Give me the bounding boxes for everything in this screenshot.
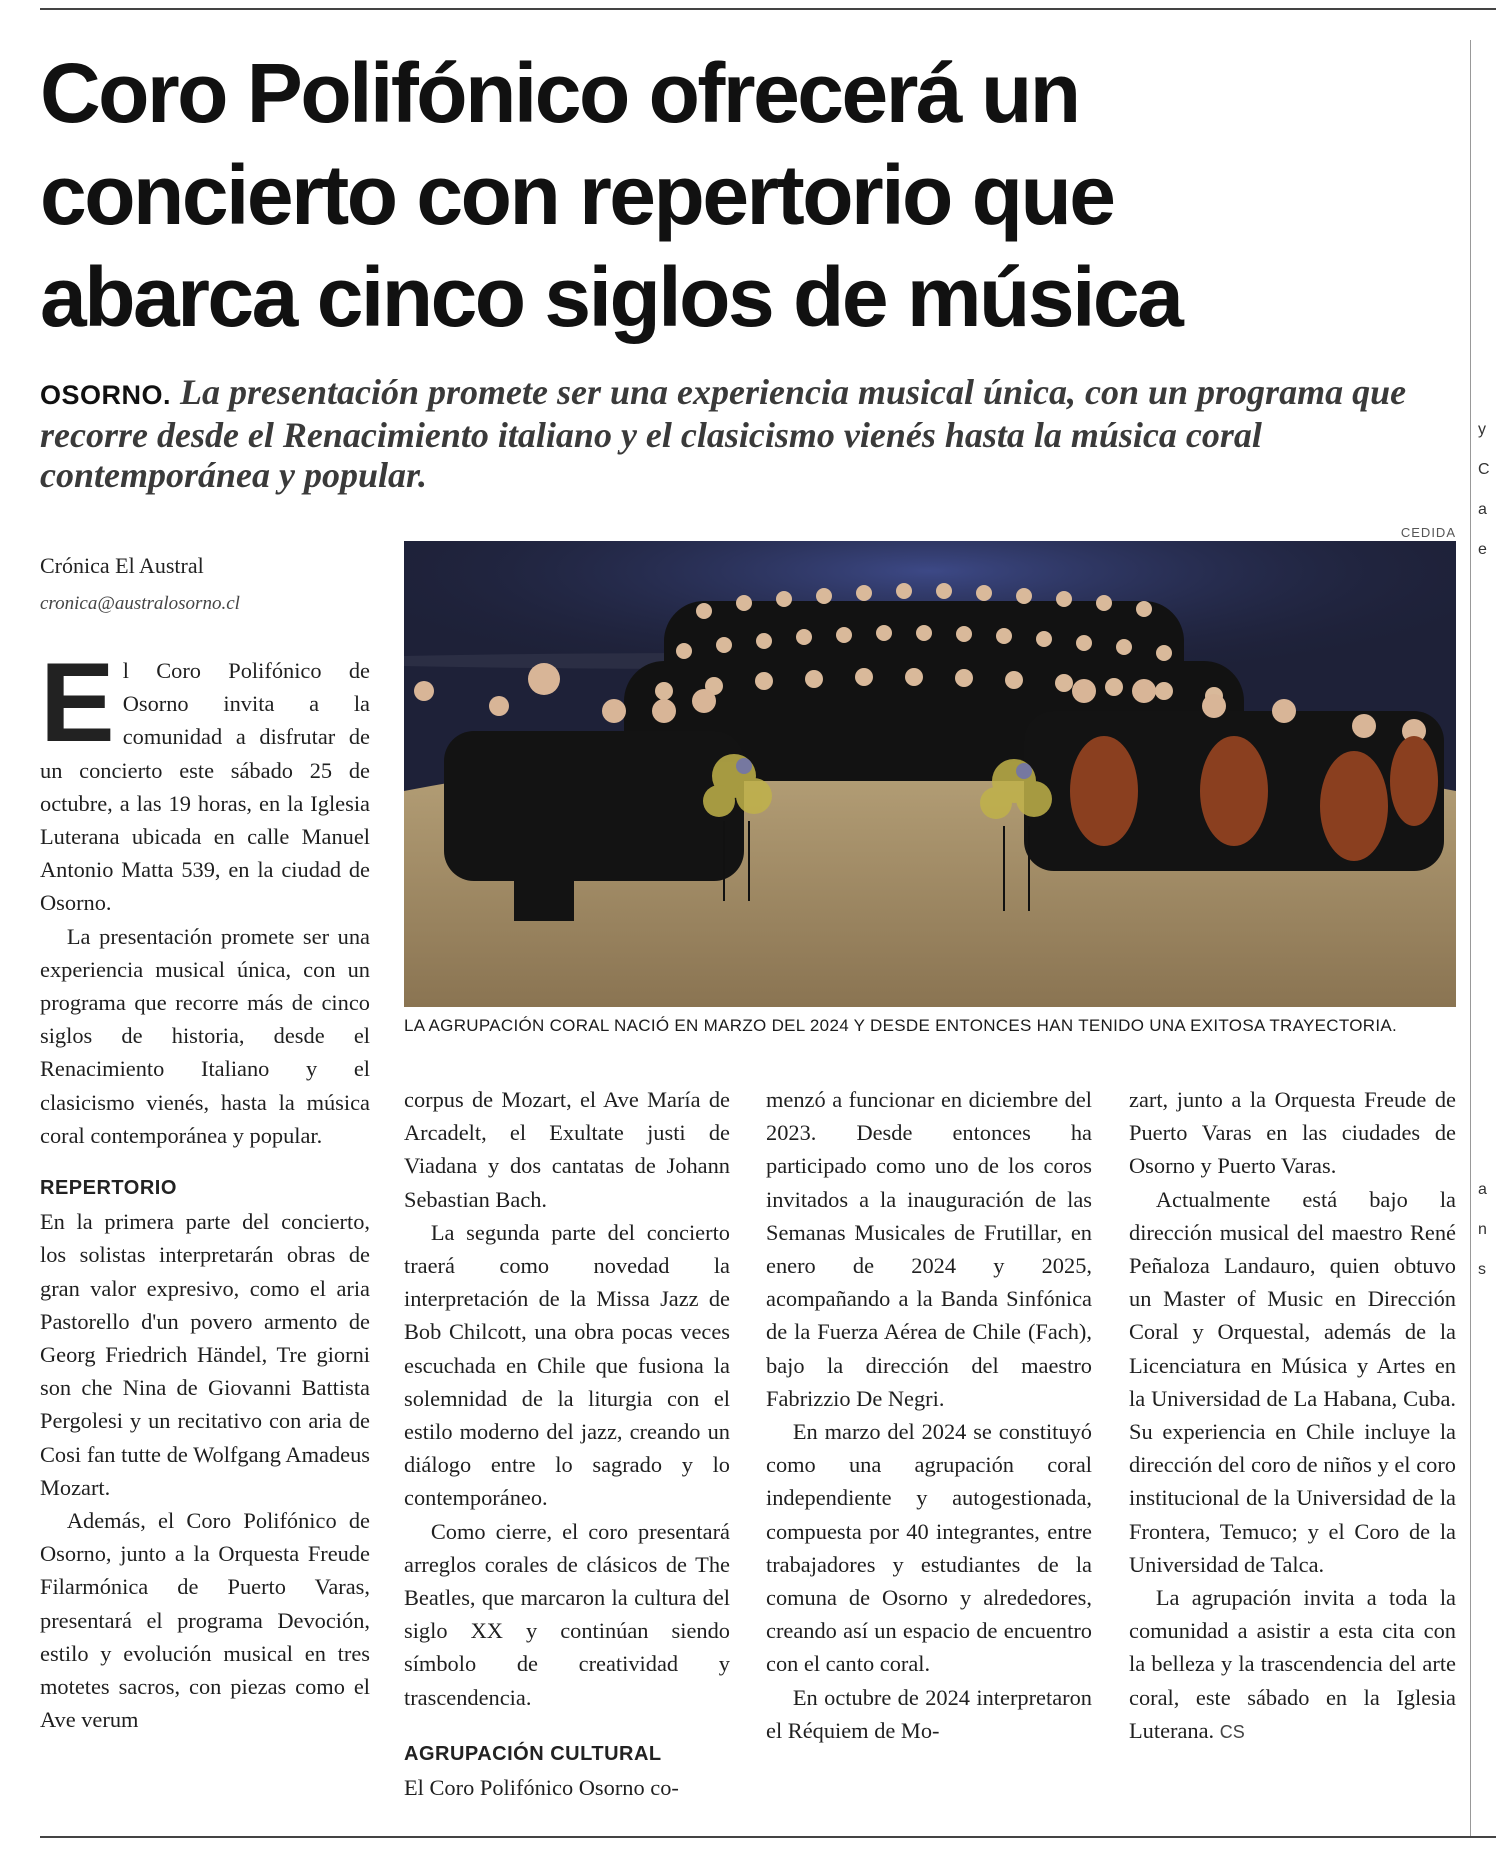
article-column-2 bbox=[404, 1083, 730, 1804]
paragraph-3: En la primera parte del concierto, los solistas interpretarán obras de gran valor expresivo, como el aria Pastorello d'un povero armento de Georg Friedrich Händel, Tre giorni son che Nina de Giovanni Battista Pergolesi y un recitativo con aria de Cosi fan tutte de Wolfgang Amadeus Mozart. bbox=[40, 1209, 370, 1500]
end-mark-icon: CS bbox=[1219, 1721, 1245, 1742]
edge-letter: y bbox=[1478, 421, 1486, 438]
article-column-4 bbox=[1129, 1083, 1456, 1749]
edge-letter: e bbox=[1478, 541, 1487, 558]
dateline-place: OSORNO. bbox=[40, 380, 172, 410]
article-column-1 bbox=[40, 640, 370, 1737]
paragraph-5: La segunda parte del concierto traerá como novedad la interpretación de la Missa Jazz de Bob Chilcott, una obra pocas veces escuchada en Chile que fusiona la solemnidad de la liturgia con el estilo moderno del jazz, creando un diálogo entre lo sagrado y lo contemporáneo. bbox=[404, 1219, 730, 1511]
paragraph-6: Como cierre, el coro presentará arreglos corales de clásicos de The Beatles, que marcaron la cultura del siglo XX y continúan siendo símbolo de creatividad y trascendencia. bbox=[404, 1518, 730, 1710]
paragraph-2: La presentación promete ser una experiencia musical única, con un programa que recorre más de cinco siglos de historia, desde el Renacimiento Italiano y el clasicismo vienés, hasta la música coral contemporánea y popular. bbox=[40, 923, 370, 1148]
paragraph-10: Actualmente está bajo la dirección musical del maestro René Peñaloza Landauro, quien obtuvo un Master of Music en Dirección Coral y Orquestal, además de la Licenciatura en Música y Artes en la Universidad de La Habana, Cuba. Su experiencia en Chile incluye la dirección del coro de niños y el coro institucional de la Universidad de la Frontera, Temuco; y el Coro de la Universidad de Talca. bbox=[1129, 1186, 1456, 1577]
photo-caption: LA AGRUPACIÓN CORAL NACIÓ EN MARZO DEL 2024 Y DESDE ENTONCES HAN TENIDO UNA EXITOSA TRAYECTORIA. bbox=[404, 1016, 1398, 1035]
article-deck bbox=[40, 372, 1440, 495]
paragraph-7a: El Coro Polifónico Osorno co- bbox=[404, 1775, 679, 1801]
byline-author: Crónica El Austral bbox=[40, 553, 204, 578]
deck-text: La presentación promete ser una experiencia musical única, con un programa que recorre desde el Renacimiento italiano y el clasicismo vienés hasta la música coral contemporánea y popular. bbox=[40, 372, 1407, 495]
paragraph-11 bbox=[1129, 1581, 1456, 1749]
column-divider-rule bbox=[1470, 40, 1471, 1836]
photo-credit: CEDIDA bbox=[1400, 525, 1456, 540]
paragraph-1 bbox=[40, 640, 370, 920]
edge-letter: a bbox=[1478, 1181, 1487, 1198]
paragraph-1-text: l Coro Polifónico de Osorno invita a la comunidad a disfrutar de un concierto este sábado 25 de octubre, a las 19 horas, en la Iglesia Luterana ubicada en calle Manuel Antonio Matta 539, en la ciudad de Osorno. bbox=[40, 658, 370, 916]
choir-photo bbox=[404, 541, 1456, 1007]
paragraph-7b: menzó a funcionar en diciembre del 2023. Desde entonces ha participado como uno de los coros invitados a la inauguración de las Semanas Musicales de Frutillar, en enero de 2024 y 2025, acompañando a la Banda Sinfónica de la Fuerza Aérea de Chile (Fach), bajo la dirección del maestro Fabrizzio De Negri. bbox=[766, 1087, 1092, 1411]
article-column-3 bbox=[766, 1083, 1092, 1747]
choir-photo-illustration bbox=[404, 541, 1456, 1007]
top-rule bbox=[40, 8, 1496, 10]
subhead-agrupacion-cultural: AGRUPACIÓN CULTURAL bbox=[404, 1742, 662, 1765]
adjacent-article-fragment bbox=[1478, 40, 1496, 1820]
bottom-rule bbox=[40, 1836, 1496, 1838]
paragraph-11-text: La agrupación invita a toda la comunidad a asistir a esta cita con la belleza y la trascendencia del arte coral, este sábado en la Iglesia Luterana. bbox=[1129, 1585, 1456, 1743]
byline bbox=[40, 552, 370, 616]
byline-email: cronica@australosorno.cl bbox=[40, 593, 240, 614]
edge-letter: s bbox=[1478, 1261, 1486, 1278]
edge-letter: a bbox=[1478, 501, 1487, 518]
edge-letter: n bbox=[1478, 1221, 1487, 1238]
drop-cap: E bbox=[40, 640, 115, 765]
edge-letter: C bbox=[1478, 461, 1490, 478]
article-headline: Coro Polifónico ofrecerá un concierto con repertorio que abarca cinco siglos de música bbox=[40, 46, 1182, 344]
subhead-repertorio: REPERTORIO bbox=[40, 1177, 177, 1200]
paragraph-4a: Además, el Coro Polifónico de Osorno, junto a la Orquesta Freude Filarmónica de Puerto Varas, presentará el programa Devoción, estilo y evolución musical en tres motetes sacros, con piezas como el Ave verum bbox=[40, 1508, 370, 1733]
paragraph-9b: zart, junto a la Orquesta Freude de Puerto Varas en las ciudades de Osorno y Puerto Varas. bbox=[1129, 1087, 1456, 1179]
paragraph-9a: En octubre de 2024 interpretaron el Réquiem de Mo- bbox=[766, 1684, 1092, 1743]
paragraph-4b: corpus de Mozart, el Ave María de Arcadelt, el Exultate justi de Viadana y dos cantatas de Johann Sebastian Bach. bbox=[404, 1087, 730, 1212]
paragraph-8: En marzo del 2024 se constituyó como una agrupación coral independiente y autogestionada, compuesta por 40 integrantes, entre trabajadores y estudiantes de la comuna de Osorno y alrededores, creando así un espacio de encuentro con el canto coral. bbox=[766, 1419, 1092, 1677]
